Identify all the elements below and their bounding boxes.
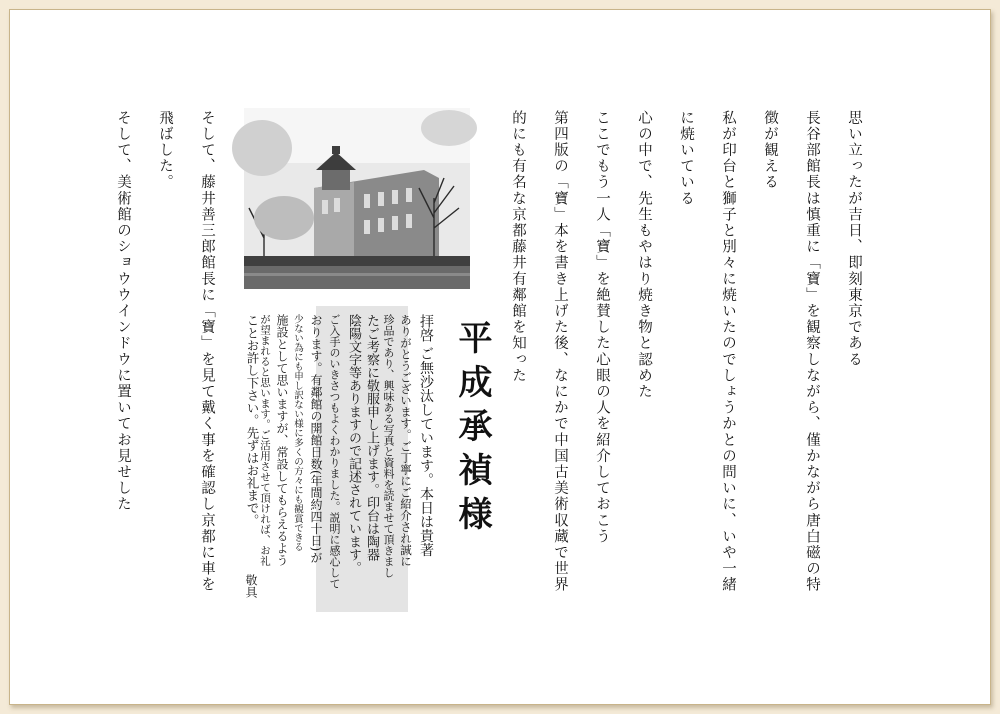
letter-line: おります。有鄰館の開館日数(年間約四十日)が [309, 314, 323, 564]
letter-closing: 敬具 [244, 574, 258, 598]
letter-line: が望まれると思います。ご活用させて頂ければ、お礼 [259, 314, 271, 566]
text-column: 思い立ったが吉日、即刻東京である [846, 110, 862, 368]
text-column: そして、藤井善三郎館長に「寶」を見て戴く事を確認し京都に車を [199, 110, 215, 593]
letter-line: ご入手のいきさつもよくわかりました。説明に感心して [328, 314, 341, 589]
handwritten-letter [238, 306, 492, 618]
letter-line: ことお許し下さい。先ずはお礼まで。 [245, 314, 260, 527]
letter-line: 珍品であり、興味ある写真と資料を読ませて頂きまし [382, 314, 395, 578]
text-column: 長谷部館長は慎重に「寶」を観察しながら、僅かながら唐白磁の特 [804, 110, 820, 593]
document-page [9, 9, 991, 705]
text-column: 徴が観える [762, 110, 778, 191]
text-column: そして、美術館のショウウインドウに置いてお見せした [115, 110, 131, 513]
text-column: に焼いている [678, 110, 694, 207]
text-column: 私が印台と獅子と別々に焼いたのでしょうかとの問いに、いや一緒 [720, 110, 736, 593]
text-column: 心の中で、先生もやはり焼き物と認めた [636, 110, 652, 400]
letter-line: ありがとうございます。ご丁寧にご紹介され誠に [399, 314, 413, 567]
text-column: 飛ばした。 [157, 110, 173, 191]
text-column: 的にも有名な京都藤井有鄰館を知った [510, 110, 526, 384]
letter-line: 拝啓 ご無沙汰しています。本日は貴著 [418, 314, 434, 557]
text-column: ここでもう一人「寶」を絶賛した心眼の人を紹介しておこう [594, 110, 610, 545]
museum-photo [244, 108, 470, 289]
letter-line: 少ない為にも申し訳ない様に多くの方々にも観賞できる [292, 314, 303, 552]
text-column: 第四版の「寶」本を書き上げた後、なにかで中国古美術収蔵で世界 [552, 110, 568, 593]
letter-line: たご考察に敬服申し上げます。印台は陶器 [364, 314, 379, 561]
letter-addressee: 平成承禎様 [452, 320, 492, 540]
letter-line: 施設として思いますが、常設してもらえるよう [275, 314, 289, 566]
letter-line: 陰陽文字等ありますので記述されています。 [346, 314, 361, 574]
